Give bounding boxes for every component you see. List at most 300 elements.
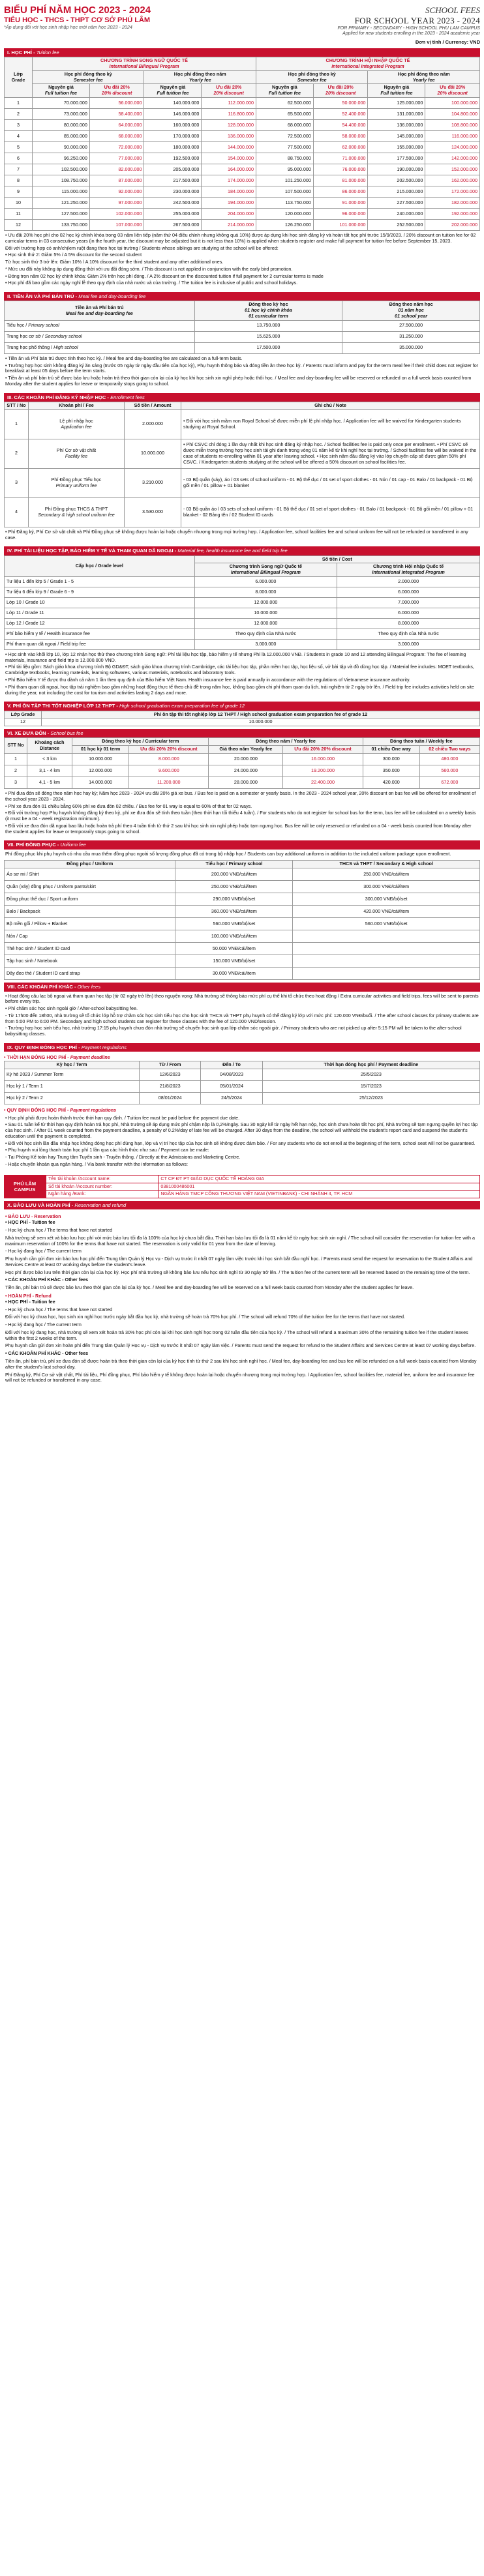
table-row	[5, 320, 480, 331]
in-yearly-listed: 145.000.000	[368, 130, 425, 141]
bi-yearly-discount: 164.000.000	[202, 164, 256, 175]
table-row	[5, 342, 480, 353]
material-note: • Phí Bảo hiểm Y tế được thu dành cả năm 1 lần theo quy định của Bảo hiểm Việt Nam. Health insurance fee is paid annually in accordance with the regulations of Vietnamese insurance authority.	[5, 677, 411, 683]
policy-item: • HỌC PHÍ - Tuition fee	[5, 1298, 55, 1305]
col-listed: Nguyên giá Full tuition fee	[33, 84, 90, 98]
grade-cell: 1	[5, 97, 33, 108]
tuition-note: • Học phí đã bao gồm các ngày nghỉ lễ theo quy định của nhà nước và của trường. / The tuition fee is inclusive of public and school holidays.	[5, 280, 298, 286]
deadline-term: Kỳ hè 2023 / Summer Term	[5, 1069, 140, 1080]
bus-col-no: STT No	[5, 738, 27, 754]
material-bi-cost: 6.000.000	[194, 576, 337, 587]
col-integrated: CHƯƠNG TRÌNH HỘI NHẬP QUỐC TẾ International Integrated Program	[256, 57, 479, 71]
title-vi: BIỂU PHÍ NĂM HỌC 2023 - 2024	[4, 5, 151, 16]
tuition-note: Đối với trường hợp có anh/chị/em ruột đang theo học tại trường / Students whose siblings are studying at the school will be offered:	[5, 244, 279, 251]
table-row	[5, 186, 480, 197]
table-row	[5, 130, 480, 141]
enrollment-note: • Phí Đăng ký, Phí Cơ sở vật chất và Phí Đồng phục sẽ không được hoàn lại hoặc chuyển nhượng trong mọi trường hợp. / Application fee, school facilities fee and school uniform fee will not be refunded or transferred in any case.	[5, 528, 468, 540]
exam-fee: 10.000.000	[42, 718, 480, 726]
table-row	[5, 331, 480, 342]
table-row	[5, 208, 480, 219]
currency: Đơn vị tính / Currency: VND	[415, 38, 480, 45]
uniform-primary-price: 150.000 VNĐ/bộ/set	[175, 955, 293, 968]
material-bi-cost: 12.000.000	[194, 597, 337, 608]
table-row	[5, 197, 480, 208]
enrollment-table	[4, 402, 480, 527]
table-row	[5, 587, 480, 597]
bi-semester-listed: 70.000.000	[33, 97, 90, 108]
bank-field-value: 0381000486001	[159, 1183, 480, 1191]
deadline-date: 15/7/2023	[262, 1080, 479, 1092]
in-semester-listed: 77.500.000	[256, 141, 313, 153]
table-row	[5, 468, 480, 497]
bi-semester-listed: 102.500.000	[33, 164, 90, 175]
material-bi-cost: 8.000.000	[194, 587, 337, 597]
section-meal-title: II. TIỀN ĂN VÀ PHÍ BÁN TRÚ - Meal fee and day-boarding fee	[4, 292, 480, 301]
enroll-amount: 2.000.000	[125, 409, 181, 439]
section-material-title: IV. PHÍ TÀI LIỆU HỌC TẬP, BẢO HIỂM Y TẾ VÀ THAM QUAN DÃ NGOẠI - Material fee, health insurance fee and field trip fee	[4, 546, 480, 555]
header	[4, 0, 480, 46]
col-discount: Ưu đãi 20% 20% discount	[313, 84, 368, 98]
bus-col-twoway: 02 chiều Two ways	[419, 746, 479, 754]
deadline-from: 21/8/2023	[140, 1080, 201, 1092]
bus-col-distance: Khoảng cách Distance	[27, 738, 72, 754]
grade-cell: 6	[5, 153, 33, 164]
bi-semester-discount: 97.000.000	[89, 197, 144, 208]
table-row	[5, 618, 480, 629]
uniform-col-secondary: THCS và THPT / Secondary & High school	[293, 861, 480, 868]
uniform-primary-price: 30.000 VNĐ/cái/item	[175, 968, 293, 980]
policy-item: Đối với học kỳ đang học, nhà trường sẽ xem xét hoàn trả 30% học phí còn lại khi học sinh nghỉ học trong 02 tuần đầu tiên của học kỳ. / The school will refund a maximum 30% of the remaining tuition fee if the student leaves within the first 2 weeks of the term.	[5, 1329, 468, 1341]
enroll-col-item: Khoản phí / Fee	[29, 402, 125, 409]
enroll-col-note: Ghi chú / Note	[181, 402, 480, 409]
material-table	[4, 555, 480, 650]
table-row	[5, 439, 480, 468]
bank-field-value: CT CP ĐT PT GIÁO DỤC QUỐC TẾ HOÀNG GIA	[159, 1175, 480, 1183]
bi-yearly-discount: 194.000.000	[202, 197, 256, 208]
table-row	[5, 906, 480, 918]
bus-week-oneway: 300.000	[363, 753, 419, 765]
bus-no: 1	[5, 753, 27, 765]
payment-deadline-title: • THỜI HẠN ĐÓNG HỌC PHÍ - Payment deadline	[4, 1054, 110, 1061]
note-vi: *Áp dụng đối với học sinh nhập học mới năm học 2023 - 2024	[4, 23, 132, 30]
uniform-secondary-price: 560.000 VNĐ/bộ/set	[293, 918, 480, 930]
bi-yearly-discount: 136.000.000	[202, 130, 256, 141]
tuition-note: Từ học sinh thứ 3 trở lên: Giảm 10% / A 10% discount for the third student and any other additional ones.	[5, 259, 224, 265]
meal-term-fee: 17.500.000	[194, 342, 342, 353]
bus-week-twoway: 560.000	[419, 765, 479, 777]
bank-info	[4, 1175, 480, 1198]
subtitle-en: FOR PRIMARY - SECONDARY - HIGH SCHOOL PHU LAM CAMPUS	[337, 25, 480, 31]
bi-yearly-discount: 112.000.000	[202, 97, 256, 108]
table-row	[5, 1080, 480, 1092]
in-semester-listed: 101.250.000	[256, 175, 313, 186]
other-notes	[4, 992, 480, 1041]
bi-yearly-discount: 116.800.000	[202, 108, 256, 119]
enroll-no: 4	[5, 497, 29, 527]
tuition-notes	[4, 231, 480, 289]
table-row	[46, 1183, 480, 1191]
in-semester-discount: 62.000.000	[313, 141, 368, 153]
in-semester-discount: 52.400.000	[313, 108, 368, 119]
policy-item: Nhà trường sẽ xem xét và bảo lưu học phí với mức bảo lưu tối đa là 100% của học kỳ chưa bắt đầu. Thời hạn bảo lưu tối đa là 01 năm kể từ ngày học sinh xin nghỉ. / The school will consider the reservation for tuition fee with a maximum reservation of 100% for the terms that have not started. The reservation is only valid for 01 year from the date of leaving.	[5, 1234, 475, 1247]
bi-semester-discount: 68.000.000	[89, 130, 144, 141]
col-bilingual: CHƯƠNG TRÌNH SONG NGỮ QUỐC TẾ International Bilingual Program	[33, 57, 256, 71]
bi-semester-discount: 64.000.000	[89, 119, 144, 130]
table-row	[5, 639, 480, 649]
in-semester-discount: 58.000.000	[313, 130, 368, 141]
tuition-note: • Học sinh thứ 2: Giảm 5% / A 5% discount for the second student	[5, 252, 142, 258]
table-row	[5, 955, 480, 968]
policy-item: Tiền ăn, phí bán trú sẽ được bảo lưu theo thời gian còn lại của kỳ học. / Meal fee and day-boarding fee will be reserved on a full week basis counted from Monday after the student applies for leave.	[5, 1284, 414, 1291]
meal-note: • Tiền ăn và phí bán trú sẽ được bảo lưu hoặc hoàn trả theo thời gian còn lại của kỳ học khi học sinh xin nghỉ phép hoặc thôi học. / Meal fee and day-boarding fee will be reserved or refunded on a full week basis counted from Monday after the student applies for leave or temporarily stops going to school.	[5, 375, 472, 387]
policy-item: Tiền ăn, phí bán trú, phí xe đưa đón sẽ được hoàn trả theo thời gian còn lại của kỳ học tính từ thứ 2 sau khi học sinh nghỉ học. / Meal fee, day-boarding fee and bus fee will be refunded on a full week basis counted from Monday after the student's last school day.	[5, 1358, 477, 1370]
deadline-from: 08/01/2024	[140, 1092, 201, 1104]
enroll-note: • Phí CSVC chỉ đóng 1 lần duy nhất khi học sinh đăng ký nhập học. / School facilities fee is paid only once per enrollment. • Phí CSVC sẽ được miễn trong trường hợp học sinh tái ghi danh trong vòng 01 năm kể từ khi nghỉ học tại trường. / School facilities fee will be waived in the case of students re-enrolling within 01 year after leaving school. • Học sinh năm đầu đăng ký vào lớp chuyển cấp sẽ được giảm 50% phí CSVC. / Kindergarten students studying at the school will be offered a 50% discount on school facilities fee.	[181, 439, 480, 468]
material-bi-cost: 10.000.000	[194, 608, 337, 618]
meal-col-label: Tiền ăn và Phí bán trú Meal fee and day-boarding fee	[5, 301, 195, 320]
bus-col-year-disc: Ưu đãi 20% 20% discount	[283, 746, 363, 754]
section-enrollment-title: III. CÁC KHOẢN PHÍ ĐĂNG KÝ NHẬP HỌC - Enrollment fees	[4, 393, 480, 402]
bi-semester-discount: 92.000.000	[89, 186, 144, 197]
in-yearly-discount: 108.800.000	[425, 119, 480, 130]
section-bus-title: VI. XE ĐƯA ĐÓN - School bus fee	[4, 729, 480, 737]
in-yearly-discount: 202.000.000	[425, 219, 480, 230]
uniform-primary-price: 50.000 VNĐ/cái/item	[175, 943, 293, 955]
table-row	[5, 629, 480, 639]
table-row	[5, 497, 480, 527]
policy-item: Phụ huynh cần gửi đơn xin hoàn phí đến Trung tâm Quản lý Học vụ - Dịch vụ trước ít nhất 07 ngày làm việc. / Parents must send the request for refund to the Student Affairs and Services Centre at least 07 working days before.	[5, 1342, 476, 1349]
uniform-item: Tập học sinh / Notebook	[5, 955, 175, 968]
deadline-col-from: Từ / From	[140, 1061, 201, 1069]
material-bi-cost: Theo quy định của Nhà nước	[194, 629, 337, 639]
uniform-secondary-price	[293, 930, 480, 943]
section-refund-title: X. BẢO LƯU VÀ HOÀN PHÍ - Reservation and refund	[4, 1201, 480, 1209]
in-semester-discount: 91.000.000	[313, 197, 368, 208]
enroll-amount: 10.000.000	[125, 439, 181, 468]
col-listed: Nguyên giá Full tuition fee	[256, 84, 313, 98]
grade-cell: 7	[5, 164, 33, 175]
bi-semester-listed: 85.000.000	[33, 130, 90, 141]
exam-grade: 12	[5, 718, 42, 726]
in-yearly-listed: 202.500.000	[368, 175, 425, 186]
table-row	[5, 576, 480, 587]
bus-term-listed: 10.000.000	[72, 753, 129, 765]
uniform-item: Balo / Backpack	[5, 906, 175, 918]
policy-group-title: • HOÀN PHÍ - Refund	[5, 1293, 52, 1299]
uniform-primary-price: 290.000 VNĐ/bộ/set	[175, 893, 293, 906]
payment-rule: • Phụ huynh vui lòng thanh toán học phí 1 lần qua các hình thức như sau / Payment can be made:	[5, 1147, 209, 1153]
table-row	[5, 930, 480, 943]
bus-distance: < 3 km	[27, 753, 72, 765]
bi-semester-discount: 87.000.000	[89, 175, 144, 186]
material-bi-cost: 12.000.000	[194, 618, 337, 629]
material-grade: Tư liệu 6 đến lớp 9 / Grade 6 - 9	[5, 587, 195, 597]
grade-cell: 10	[5, 197, 33, 208]
meal-year-fee: 31.250.000	[342, 331, 480, 342]
uniform-table	[4, 860, 480, 980]
uniform-primary-price: 360.000 VNĐ/cái/item	[175, 906, 293, 918]
meal-label	[5, 342, 195, 353]
other-note: - Từ 17h00 đến 18h00, nhà trường sẽ tổ chức lớp hỗ trợ chăm sóc học sinh tiểu học cho học sinh THCS và THPT phụ huynh có thể đăng ký lớp với mức phí: 120.000 VNĐ/buổi. / The after school classes for primary students are from 5:00 PM to 6:00 PM. Secondary and high school students can register for these classes with the fee of 120.000 VND/session.	[5, 1012, 479, 1024]
policy-item: - Học kỳ đang học / The current term	[5, 1248, 82, 1254]
material-in-cost: 6.000.000	[337, 608, 480, 618]
meal-term-fee: 13.750.000	[194, 320, 342, 331]
meal-notes	[4, 354, 480, 391]
meal-year-fee: 35.000.000	[342, 342, 480, 353]
uniform-item: Bộ mền gối / Pillow + Blanket	[5, 918, 175, 930]
bus-year-discount: 22.400.000	[283, 777, 363, 788]
table-row	[5, 97, 480, 108]
meal-label-en: High school	[53, 344, 78, 351]
bi-yearly-discount: 128.000.000	[202, 119, 256, 130]
deadline-term: Học kỳ 1 / Term 1	[5, 1080, 140, 1092]
bi-yearly-listed: 255.000.000	[144, 208, 202, 219]
bi-semester-listed: 96.250.000	[33, 153, 90, 164]
bi-semester-listed: 80.000.000	[33, 119, 90, 130]
bank-field-label: Tên tài khoản /Account name:	[46, 1175, 159, 1183]
bus-week-oneway: 420.000	[363, 777, 419, 788]
bi-semester-discount: 56.000.000	[89, 97, 144, 108]
enroll-item	[29, 409, 125, 439]
in-semester-discount: 101.000.000	[313, 219, 368, 230]
policy-item: Phí Đăng ký, Phí Cơ sở vật chất, Phí tài liệu, Phí đồng phục, Phí bảo hiểm y tế không được hoàn lại hoặc chuyển nhượng trong mọi trường hợp. / Application fee, school facilities fee, material fee, uniform fee and insurance fee will not be refunded or transferred in any case.	[5, 1371, 475, 1384]
in-yearly-discount: 116.000.000	[425, 130, 480, 141]
deadline-to: 05/01/2024	[201, 1080, 262, 1092]
table-row	[5, 881, 480, 893]
material-in-cost: 3.000.000	[337, 639, 480, 649]
bi-semester-listed: 108.750.000	[33, 175, 90, 186]
bus-col-oneway: 01 chiều One way	[363, 746, 419, 754]
deadline-col-term: Kỳ học / Term	[5, 1061, 140, 1069]
enroll-amount: 3.210.000	[125, 468, 181, 497]
bi-semester-discount: 102.000.000	[89, 208, 144, 219]
policy-item: - Học kỳ đang học / The current term	[5, 1322, 82, 1328]
bus-no: 3	[5, 777, 27, 788]
table-row	[5, 164, 480, 175]
in-semester-listed: 120.000.000	[256, 208, 313, 219]
payment-rule: • Học phí phải được hoàn thành trước thời hạn quy định. / Tuition fee must be paid before the payment due date.	[5, 1114, 240, 1121]
enroll-item-vi: Phí Đồng phục Tiểu học	[51, 476, 102, 482]
grade-cell: 5	[5, 141, 33, 153]
policy-item: • HỌC PHÍ - Tuition fee	[5, 1219, 55, 1226]
in-yearly-listed: 227.500.000	[368, 197, 425, 208]
table-row	[46, 1191, 480, 1198]
meal-label-vi: Trung học cơ sở /	[7, 333, 45, 340]
in-yearly-listed: 215.000.000	[368, 186, 425, 197]
meal-note: • Trường hợp học sinh không đăng ký ăn sáng (trước 05 ngày từ ngày đầu tiên của học kỳ), Phụ huynh thông báo và đóng tiền ăn theo học kỳ. / Parents must inform and pay for the term meal fee if their child does not register for breakfast at least 05 days before the term starts.	[5, 362, 479, 374]
tuition-table	[4, 57, 480, 231]
subtitle-vi: TIỂU HỌC - THCS - THPT CƠ SỞ PHÚ LÂM	[4, 16, 151, 24]
uniform-col-primary: Tiểu học / Primary school	[175, 861, 293, 868]
grade-cell: 11	[5, 208, 33, 219]
in-yearly-discount: 192.000.000	[425, 208, 480, 219]
table-row	[5, 868, 480, 881]
meal-year-fee: 27.500.000	[342, 320, 480, 331]
in-semester-listed: 65.500.000	[256, 108, 313, 119]
material-col-grade: Cấp học / Grade level	[5, 555, 195, 576]
material-grade: Lớp 11 / Grade 11	[5, 608, 195, 618]
material-col-bi: Chương trình Song ngữ Quốc tế International Bilingual Program	[194, 563, 337, 577]
tuition-note: • Ưu đãi 20% học phí cho 02 học kỳ chính khóa trong 03 năm liên tiếp (năm thứ 04 điều chỉnh nhưng không quá 10%) được áp dụng khi học sinh đăng ký và hoàn tất học phí trước 15/9/2023. / 20% discount on tuition fee for 02 curricular terms in 03 consecutive years (in the fourth year, the discount may be adjusted but it is not less than 10%) is applied when students register and make full payment for tuition fee before September 15, 2023.	[5, 231, 476, 244]
enroll-item-en: Facility fee	[65, 452, 88, 459]
table-row	[5, 597, 480, 608]
material-col-amount: Số tiền / Cost	[194, 555, 479, 563]
payment-rules	[4, 1114, 480, 1171]
uniform-secondary-price: 420.000 VNĐ/cái/item	[293, 906, 480, 918]
table-row	[5, 219, 480, 230]
table-row	[5, 153, 480, 164]
material-col-in: Chương trình Hội nhập Quốc tế International Integrated Program	[337, 563, 480, 577]
other-note: - Trường hợp học sinh tiểu học, nhà trường 17:15 phụ huynh chưa đón nhà trường sẽ chuyển học sinh qua lớp chăm sóc ngoài giờ. / Primary students who are not picked up after 5:15 PM will be taken to the after-school babysitting classes.	[5, 1025, 462, 1037]
meal-label-en: Primary school	[28, 322, 59, 329]
deadline-to: 24/5/2024	[201, 1092, 262, 1104]
enroll-item-en: Primary uniform fee	[55, 482, 97, 488]
uniform-item: Dây đeo thẻ / Student ID card strap	[5, 968, 175, 980]
bus-year-discount: 19.200.000	[283, 765, 363, 777]
bi-yearly-listed: 192.500.000	[144, 153, 202, 164]
in-semester-listed: 72.500.000	[256, 130, 313, 141]
col-discount: Ưu đãi 20% 20% discount	[425, 84, 480, 98]
in-yearly-discount: 142.000.000	[425, 153, 480, 164]
bi-yearly-listed: 230.000.000	[144, 186, 202, 197]
material-bi-cost: 3.000.000	[194, 639, 337, 649]
grade-cell: 9	[5, 186, 33, 197]
payment-rules-title: • QUY ĐỊNH ĐÓNG HỌC PHÍ - Payment regulations	[4, 1106, 117, 1113]
payment-rule: - Hoặc chuyển khoản qua ngân hàng. / Via bank transfer with the information as follows:	[5, 1161, 188, 1168]
bus-distance: 3,1 - 4 km	[27, 765, 72, 777]
exam-col-fee: Phí ôn tập thi tốt nghiệp lớp 12 THPT / High school graduation exam preparation fee of grade 12	[42, 711, 480, 718]
enroll-item-vi: Phí Đồng phục THCS & THPT	[44, 505, 108, 512]
table-row	[46, 1175, 480, 1183]
meal-table	[4, 301, 480, 353]
in-semester-discount: 71.000.000	[313, 153, 368, 164]
in-semester-discount: 86.000.000	[313, 186, 368, 197]
tuition-note: * Mức ưu đãi này không áp dụng đồng thời với ưu đãi đóng sớm. / This discount is not applied in conjunction with the early bird promotion.	[5, 265, 293, 272]
bus-table	[4, 737, 480, 789]
bi-yearly-listed: 140.000.000	[144, 97, 202, 108]
col-bi-semester: Học phí đóng theo kỳ Semester fee	[33, 70, 144, 84]
grade-cell: 4	[5, 130, 33, 141]
bi-yearly-discount: 174.000.000	[202, 175, 256, 186]
table-row	[5, 141, 480, 153]
deadline-to: 04/08/2023	[201, 1069, 262, 1080]
in-semester-discount: 76.000.000	[313, 164, 368, 175]
bus-week-oneway: 350.000	[363, 765, 419, 777]
bus-col-week: Đóng theo tuần / Weekly fee	[363, 738, 479, 746]
refund-policy	[4, 1209, 480, 1387]
enroll-item	[29, 497, 125, 527]
material-note: • Phí tài liệu gồm: Sách giáo khoa chương trình Bộ GD&ĐT, sách giáo khoa chương trình Cambridge, các tài liệu học tập, phần mềm học tập, học liệu số, vở bài tập và đồ dùng học tập. / Material fee includes: MOET textbooks, Cambridge textbooks, learning materials, learning softwares, various materials, notebooks and laboratory tools.	[5, 664, 474, 676]
uniform-primary-price: 250.000 VNĐ/cái/item	[175, 881, 293, 893]
in-yearly-listed: 240.000.000	[368, 208, 425, 219]
bank-field-label: Ngân hàng /Bank:	[46, 1191, 159, 1198]
col-discount: Ưu đãi 20% 20% discount	[202, 84, 256, 98]
bus-col-term-listed: 01 học kỳ 01 term	[72, 746, 129, 754]
policy-item: - Học kỳ chưa học / The terms that have not started	[5, 1226, 113, 1233]
bi-yearly-discount: 184.000.000	[202, 186, 256, 197]
deadline-col-to: Đến / To	[201, 1061, 262, 1069]
uniform-secondary-price	[293, 968, 480, 980]
deadline-from: 12/6/2023	[140, 1069, 201, 1080]
bus-distance: 4,1 - 5 km	[27, 777, 72, 788]
enroll-no: 2	[5, 439, 29, 468]
in-yearly-discount: 182.000.000	[425, 197, 480, 208]
bi-semester-listed: 121.250.000	[33, 197, 90, 208]
in-semester-discount: 54.400.000	[313, 119, 368, 130]
meal-label	[5, 331, 195, 342]
section-uniform-title: VII. PHÍ ĐỒNG PHỤC - Uniform fee	[4, 840, 480, 849]
policy-item: Phụ huynh cần gửi đơn xin bảo lưu học phí đến Trung tâm Quản lý Học vụ - Dịch vụ trước ít nhất 07 ngày làm việc trước khi học sinh bắt đầu nghỉ học. / Parents must send the request for reservation to the Student Affairs and Services Centre at least 07 working days before the student's leave.	[5, 1256, 473, 1267]
table-row	[5, 1069, 480, 1080]
material-grade: Tư liệu 1 đến lớp 5 / Grade 1 - 5	[5, 576, 195, 587]
in-yearly-listed: 136.000.000	[368, 119, 425, 130]
section-exam-title: V. PHÍ ÔN TẬP THI TỐT NGHIỆP LỚP 12 THPT - High school graduation exam preparation fee of grade 12	[4, 702, 480, 710]
material-in-cost: 7.000.000	[337, 597, 480, 608]
material-in-cost: 8.000.000	[337, 618, 480, 629]
uniform-primary-price: 200.000 VNĐ/cái/item	[175, 868, 293, 881]
in-yearly-discount: 124.000.000	[425, 141, 480, 153]
table-row	[5, 765, 480, 777]
meal-label-vi: Trung học phổ thông /	[7, 344, 54, 351]
bi-yearly-listed: 205.000.000	[144, 164, 202, 175]
bi-yearly-listed: 160.000.000	[144, 119, 202, 130]
meal-term-fee: 15.625.000	[194, 331, 342, 342]
bi-semester-listed: 127.500.000	[33, 208, 90, 219]
bi-yearly-listed: 170.000.000	[144, 130, 202, 141]
in-semester-listed: 68.000.000	[256, 119, 313, 130]
material-note: • Học sinh vào khối lớp 10, lớp 12 nhận học thử theo chương trình Song ngữ: Phí tài liệu học tập, bảo hiểm y tế nhưng Phí là 12.000.000 VNĐ. / Students in grade 10 and 12 attending Bilingual Program: The fee of learning materials, insurance and field trip is 12.000.000 VND.	[5, 651, 466, 663]
enroll-note: - 03 Bộ quần áo / 03 sets of school uniform - 01 Bộ thể dục / 01 set of sport clothes - 01 Balo / 01 backpack - 01 Bộ gối mền / 01 pillow + 01 blanket - 02 Bảng tên / 02 Student ID cards	[181, 497, 480, 527]
bus-no: 2	[5, 765, 27, 777]
bi-yearly-listed: 146.000.000	[144, 108, 202, 119]
bank-field-value: NGÂN HÀNG TMCP CÔNG THƯƠNG VIỆT NAM (VIETINBANK) - CHI NHÁNH 4, TP. HCM	[159, 1191, 480, 1198]
enroll-item	[29, 439, 125, 468]
in-yearly-listed: 177.500.000	[368, 153, 425, 164]
in-semester-listed: 113.750.000	[256, 197, 313, 208]
in-semester-listed: 126.250.000	[256, 219, 313, 230]
material-grade: Phí bảo hiểm y tế / Health insurance fee	[5, 629, 195, 639]
bus-year-listed: 28.000.000	[209, 777, 283, 788]
bi-yearly-discount: 204.000.000	[202, 208, 256, 219]
meal-label-en: Secondary school	[44, 333, 82, 340]
table-row	[5, 777, 480, 788]
material-grade: Lớp 12 / Grade 12	[5, 618, 195, 629]
enroll-note: - 03 Bộ quần (váy), áo / 03 sets of school uniform - 01 Bộ thể dục / 01 set of sport clothes - 01 Nón / 01 cap - 01 Balo / 01 backpack - 01 Bộ gối mền / 01 pillow + 01 blanket	[181, 468, 480, 497]
uniform-item: Nón / Cap	[5, 930, 175, 943]
uniform-item: Đồng phục thể dục / Sport uniform	[5, 893, 175, 906]
title-en: SCHOOL FEES	[425, 5, 480, 15]
in-yearly-listed: 252.500.000	[368, 219, 425, 230]
deadline-col-deadline: Thời hạn đóng học phí / Payment deadline	[262, 1061, 479, 1069]
deadline-table	[4, 1061, 480, 1104]
section-payment-title: IX. QUY ĐỊNH ĐÓNG HỌC PHÍ - Payment regulations	[4, 1043, 480, 1052]
tuition-note: • Đóng trọn năm 02 học kỳ chính khóa: Giảm 2% trên học phí đóng. / A 2% discount on the discounted tuition if full payment for 2 curricular terms is made	[5, 273, 324, 279]
bi-yearly-listed: 217.500.000	[144, 175, 202, 186]
material-grade: Lớp 10 / Grade 10	[5, 597, 195, 608]
bi-semester-listed: 90.000.000	[33, 141, 90, 153]
uniform-secondary-price: 300.000 VNĐ/bộ/set	[293, 893, 480, 906]
uniform-secondary-price: 300.000 VNĐ/cái/item	[293, 881, 480, 893]
enroll-note: • Đối với học sinh mầm non Royal School sẽ được miễn phí lệ phí nhập học. / Application fee will be waived for Kindergarten students studying at Royal School.	[181, 409, 480, 439]
bi-semester-discount: 77.000.000	[89, 153, 144, 164]
bi-yearly-discount: 144.000.000	[202, 141, 256, 153]
table-row	[5, 608, 480, 618]
enroll-col-no: STT / No	[5, 402, 29, 409]
note-en: Applied for new students enrolling in the 2023 - 2024 academic year	[342, 31, 480, 37]
table-row	[5, 1092, 480, 1104]
bi-semester-discount: 82.000.000	[89, 164, 144, 175]
table-row	[5, 753, 480, 765]
